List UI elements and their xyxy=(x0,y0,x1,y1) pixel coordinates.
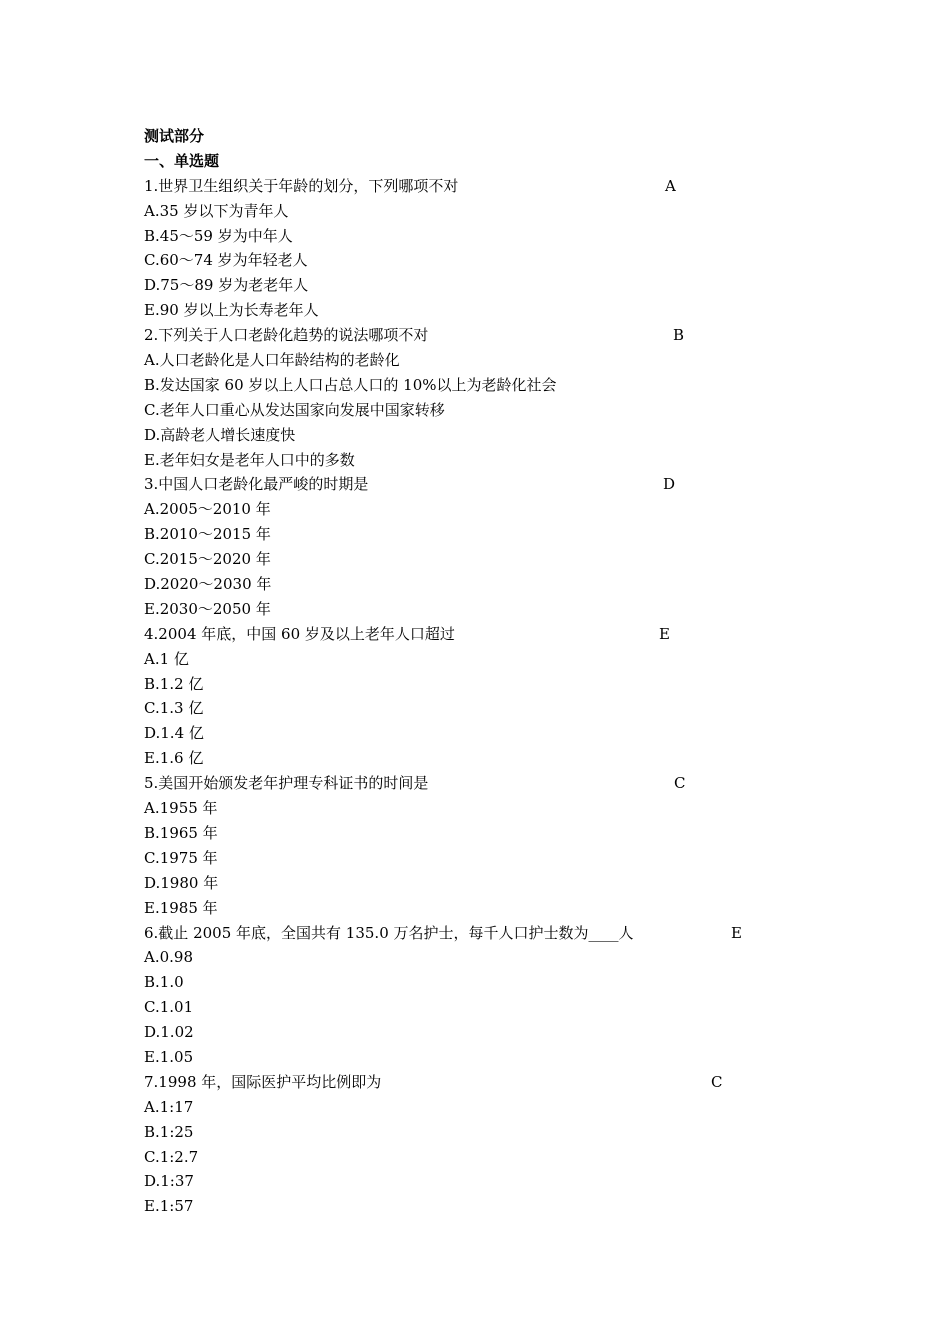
question-2-option-a: A.人口老龄化是人口年龄结构的老龄化 xyxy=(144,351,400,370)
question-stem: 3.中国人口老龄化最严峻的时期是 xyxy=(144,475,369,494)
question-5-option-e: E.1985 年 xyxy=(144,898,218,917)
section-title: 测试部分 xyxy=(144,127,205,145)
question-7-stem xyxy=(144,1070,764,1095)
question-6-option-b: B.1.0 xyxy=(144,973,184,992)
question-3-option-d: D.2020～2030 年 xyxy=(144,575,272,594)
question-4-stem xyxy=(144,622,764,647)
question-1-stem xyxy=(144,174,764,199)
question-2-stem xyxy=(144,323,764,348)
question-5-answer: C xyxy=(674,774,686,793)
question-4-option-d: D.1.4 亿 xyxy=(144,724,204,743)
question-stem: 2.下列关于人口老龄化趋势的说法哪项不对 xyxy=(144,326,429,345)
question-3-option-b: B.2010～2015 年 xyxy=(144,525,271,544)
question-1-answer: A xyxy=(665,176,676,195)
question-4-option-e: E.1.6 亿 xyxy=(144,749,204,768)
document-content xyxy=(144,124,764,1219)
question-1-option-e: E.90 岁以上为长寿老年人 xyxy=(144,301,319,320)
question-6-stem xyxy=(144,921,764,946)
question-5-option-b: B.1965 年 xyxy=(144,823,218,842)
question-3-stem xyxy=(144,472,764,497)
question-5-option-a: A.1955 年 xyxy=(144,799,218,818)
question-7-option-b: B.1:25 xyxy=(144,1122,194,1141)
question-4-option-b: B.1.2 亿 xyxy=(144,674,204,693)
question-3-answer: D xyxy=(663,475,676,494)
question-7-option-e: E.1:57 xyxy=(144,1197,194,1216)
question-7-option-d: D.1:37 xyxy=(144,1172,194,1191)
subsection-title: 一、单选题 xyxy=(144,151,220,170)
question-6-option-d: D.1.02 xyxy=(144,1023,194,1042)
question-2-option-d: D.高龄老人增长速度快 xyxy=(144,425,296,444)
question-6-option-c: C.1.01 xyxy=(144,998,194,1017)
question-1-option-b: B.45～59 岁为中年人 xyxy=(144,226,293,245)
question-5-stem xyxy=(144,771,764,796)
question-1-option-d: D.75～89 岁为老老年人 xyxy=(144,276,309,295)
question-3-option-a: A.2005～2010 年 xyxy=(144,500,271,519)
question-3-option-e: E.2030～2050 年 xyxy=(144,599,271,618)
question-5-option-c: C.1975 年 xyxy=(144,848,218,867)
question-6-answer: E xyxy=(731,923,742,942)
question-2-option-e: E.老年妇女是老年人口中的多数 xyxy=(144,450,355,469)
question-7-answer: C xyxy=(711,1072,723,1091)
question-stem: 4.2004 年底，中国 60 岁及以上老年人口超过 xyxy=(144,624,455,643)
question-1-option-a: A.35 岁以下为青年人 xyxy=(144,201,289,220)
question-4-answer: E xyxy=(659,624,670,643)
question-stem: 5.美国开始颁发老年护理专科证书的时间是 xyxy=(144,774,429,793)
question-5-option-d: D.1980 年 xyxy=(144,873,219,892)
question-2-option-b: B.发达国家 60 岁以上人口占总人口的 10%以上为老龄化社会 xyxy=(144,375,557,394)
question-stem: 7.1998 年，国际医护平均比例即为 xyxy=(144,1072,382,1091)
question-7-option-a: A.1:17 xyxy=(144,1097,194,1116)
question-6-option-e: E.1.05 xyxy=(144,1047,194,1066)
question-2-answer: B xyxy=(673,326,685,345)
question-4-option-c: C.1.3 亿 xyxy=(144,699,204,718)
question-stem: 6.截止 2005 年底，全国共有 135.0 万名护士，每千人口护士数为____人 xyxy=(144,923,634,942)
question-6-option-a: A.0.98 xyxy=(144,948,193,967)
question-2-option-c: C.老年人口重心从发达国家向发展中国家转移 xyxy=(144,400,445,419)
question-stem: 1.世界卫生组织关于年龄的划分，下列哪项不对 xyxy=(144,176,459,195)
question-1-option-c: C.60～74 岁为年轻老人 xyxy=(144,251,308,270)
question-3-option-c: C.2015～2020 年 xyxy=(144,550,271,569)
question-7-option-c: C.1:2.7 xyxy=(144,1147,199,1166)
question-4-option-a: A.1 亿 xyxy=(144,649,189,668)
